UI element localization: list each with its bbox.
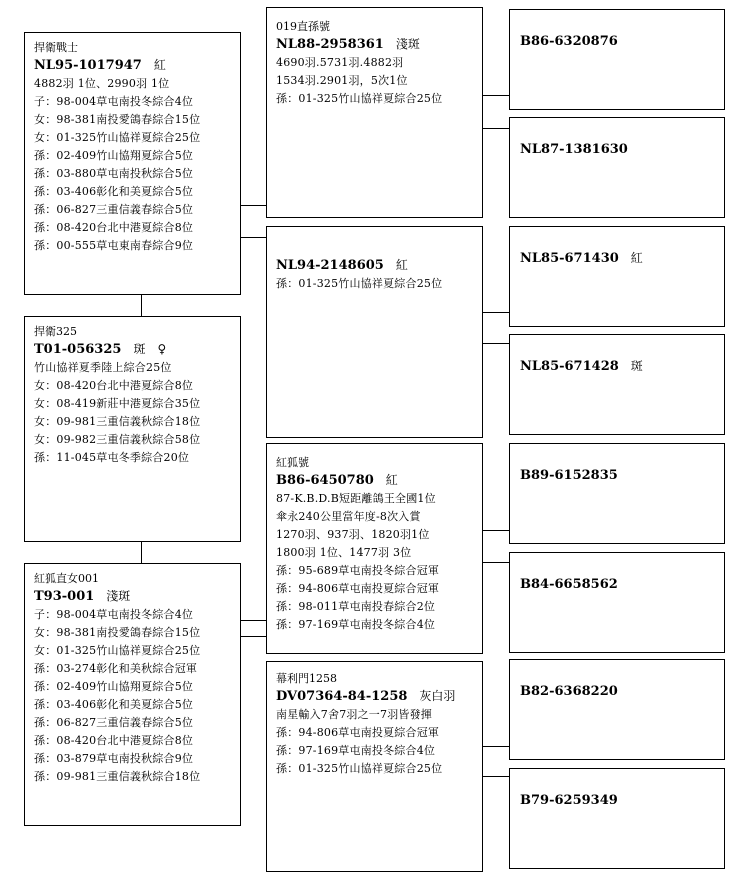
dam-line: 孫：06-827三重信義春綜合5位: [34, 716, 194, 729]
dam-line: 孫：09-981三重信義秋綜合18位: [34, 770, 201, 783]
gen3-card-2: [509, 117, 725, 218]
sire-color: 紅: [153, 58, 166, 72]
dam-line: 子：98-004草屯南投冬綜合4位: [34, 608, 194, 621]
sire-line: 孫：08-420台北中港夏綜合8位: [34, 221, 194, 234]
gen2-name: 019直孫號: [276, 20, 330, 33]
connector-line: [241, 205, 266, 206]
dam-line: 孫：03-406彰化和美夏綜合5位: [34, 698, 194, 711]
connector-line: [241, 620, 266, 621]
connector-line: [483, 343, 509, 344]
gen2-line: 87-K.B.D.B短距離鴿王全國1位: [276, 492, 436, 505]
sire-card: [24, 32, 241, 295]
sire-side-line: 竹山協祥夏季陸上綜合25位: [34, 361, 172, 374]
connector-line: [483, 95, 509, 96]
dam-line: 孫：03-274彰化和美秋綜合冠軍: [34, 662, 198, 675]
gen3-card-6: [509, 552, 725, 653]
connector-line: [241, 237, 266, 238]
gen3-ring: B89-6152835: [520, 468, 618, 483]
gen2-color: 紅: [385, 473, 398, 487]
gen2-ring: B86-6450780: [276, 473, 374, 488]
gen2-line: 南星輸入7舍7羽之一7羽皆發揮: [276, 708, 432, 721]
gen3-ring: B84-6658562: [520, 577, 618, 592]
connector-line: [483, 776, 509, 777]
dam-line: 女：98-381南投愛鴿春綜合15位: [34, 626, 201, 639]
sire-line: 孫：03-406彰化和美夏綜合5位: [34, 185, 194, 198]
gen2-line: 孫：01-325竹山協祥夏綜合25位: [276, 762, 443, 775]
gen2-line: 孫：98-011草屯南投春綜合2位: [276, 600, 436, 613]
gen3-card-5: [509, 443, 725, 544]
dam-line: 孫：08-420台北中港夏綜合8位: [34, 734, 194, 747]
gen2-line: 1800羽 1位、1477羽 3位: [276, 546, 412, 559]
gen2-line: 孫：97-169草屯南投冬綜合4位: [276, 744, 436, 757]
sire-side-line: 女：08-419新莊中港夏綜合35位: [34, 397, 201, 410]
sire-side-color: 斑: [133, 342, 146, 356]
gen2-line: 孫：01-325竹山協祥夏綜合25位: [276, 92, 443, 105]
connector-line: [483, 128, 509, 129]
sire-line: 子：98-004草屯南投冬綜合4位: [34, 95, 194, 108]
gen3-ring: B82-6368220: [520, 684, 618, 699]
gen2-line: 孫：94-806草屯南投夏綜合冠軍: [276, 726, 440, 739]
gen2-color: 淺斑: [395, 37, 420, 51]
gen2-line: 孫：95-689草屯南投冬綜合冠軍: [276, 564, 440, 577]
dam-line: 孫：02-409竹山協翔夏綜合5位: [34, 680, 194, 693]
gen2-card-4: [266, 661, 483, 872]
dam-line: 女：01-325竹山協祥夏綜合25位: [34, 644, 201, 657]
gen2-line: 4690羽.5731羽.4882羽: [276, 56, 404, 69]
gen2-color: 紅: [395, 258, 408, 272]
gen2-card-3: [266, 443, 483, 654]
gen2-name: 紅狐號: [276, 456, 309, 469]
gen3-card-7: [509, 659, 725, 760]
sire-line: 孫：06-827三重信義春綜合5位: [34, 203, 194, 216]
connector-line: [483, 312, 509, 313]
gen2-line: 孫：94-806草屯南投夏綜合冠軍: [276, 582, 440, 595]
gen3-ring: NL87-1381630: [520, 142, 628, 157]
gen2-card-1: [266, 7, 483, 218]
dam-card: [24, 563, 241, 826]
connector-line: [141, 295, 142, 316]
dam-line: 孫：03-879草屯南投秋綜合9位: [34, 752, 194, 765]
gen2-card-2: [266, 226, 483, 438]
gen3-card-3: [509, 226, 725, 327]
sire-line: 女：01-325竹山協祥夏綜合25位: [34, 131, 201, 144]
gen2-line: 1270羽、937羽、1820羽1位: [276, 528, 430, 541]
gen2-line: 1534羽.2901羽，5次1位: [276, 74, 408, 87]
gen2-line: 傘永240公里當年度-8次入賞: [276, 510, 421, 523]
sire-line: 孫：03-880草屯南投秋綜合5位: [34, 167, 194, 180]
dam-name: 紅狐直女001: [34, 572, 99, 585]
gen3-ring: NL85-671430: [520, 251, 619, 266]
gen2-ring: NL94-2148605: [276, 258, 384, 273]
gen3-ring: NL85-671428: [520, 359, 619, 374]
connector-line: [141, 542, 142, 563]
sire-side-line: 女：09-981三重信義秋綜合18位: [34, 415, 201, 428]
sire-ring: NL95-1017947: [34, 58, 142, 73]
sire-side-ring: T01-056325: [34, 342, 122, 357]
sire-side-line: 孫：11-045草屯冬季綜合20位: [34, 451, 190, 464]
gen2-ring: DV07364-84-1258: [276, 689, 408, 704]
sire-line: 女：98-381南投愛鴿春綜合15位: [34, 113, 201, 126]
gen3-card-1: [509, 9, 725, 110]
connector-line: [483, 746, 509, 747]
gen2-line: 孫：97-169草屯南投冬綜合4位: [276, 618, 436, 631]
gen3-ring: B86-6320876: [520, 34, 618, 49]
connector-line: [483, 530, 509, 531]
gen3-card-8: [509, 768, 725, 869]
sire-line: 孫：00-555草屯東南春綜合9位: [34, 239, 194, 252]
gen2-line: 孫：01-325竹山協祥夏綜合25位: [276, 277, 443, 290]
gen2-color: 灰白羽: [419, 689, 456, 703]
gen3-ring: B79-6259349: [520, 793, 618, 808]
sire-side-line: 女：08-420台北中港夏綜合8位: [34, 379, 194, 392]
gen3-color: 紅: [630, 251, 643, 265]
connector-line: [483, 562, 509, 563]
sire-side-line: 女：09-982三重信義秋綜合58位: [34, 433, 201, 446]
connector-line: [241, 636, 266, 637]
sire-line: 4882羽 1位、2990羽 1位: [34, 77, 170, 90]
dam-color: 淺斑: [106, 589, 131, 603]
sire-line: 孫：02-409竹山協翔夏綜合5位: [34, 149, 194, 162]
gen2-ring: NL88-2958361: [276, 37, 384, 52]
female-sex-icon: ♀: [157, 342, 167, 356]
sire-name: 捍衛戰士: [34, 41, 78, 54]
dam-ring: T93-001: [34, 589, 95, 604]
sire-side-name: 捍衛325: [34, 325, 77, 338]
gen2-name: 幕利門1258: [276, 672, 337, 685]
gen3-color: 斑: [630, 359, 643, 373]
sire-side-card: [24, 316, 241, 542]
gen3-card-4: [509, 334, 725, 435]
